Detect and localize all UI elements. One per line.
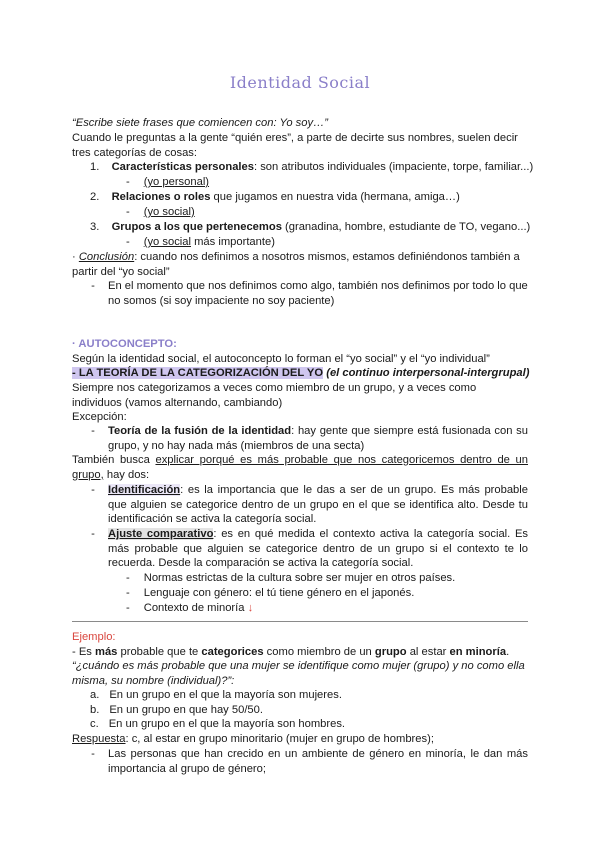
category-title: Grupos a los que pertenecemos bbox=[111, 221, 282, 233]
fusion-title: Teoría de la fusión de la identidad bbox=[108, 425, 292, 437]
example-bold: categorices bbox=[201, 646, 264, 658]
identificacion-item bbox=[108, 483, 528, 527]
autoconcepto-heading: · AUTOCONCEPTO: bbox=[72, 338, 177, 350]
down-arrow-icon: ↓ bbox=[247, 602, 254, 614]
category-text: : son atributos individuales (impaciente, torpe, familiar...) bbox=[253, 161, 534, 173]
dash-bullet: - bbox=[91, 280, 95, 292]
ajuste-item bbox=[108, 527, 528, 571]
option-b bbox=[90, 703, 263, 718]
answer-label: Respuesta bbox=[72, 733, 126, 745]
exception-label: Excepción: bbox=[72, 411, 127, 423]
ajuste-text: : es en qué medida el contexto activa la categoría social. Es más probable que alguien se categorice dentro de un grupo si el contexto te lo recuerda. Desde la comparación se activa la categoría social. bbox=[108, 528, 528, 570]
dash-bullet: - bbox=[126, 587, 130, 599]
ajuste-subitem-text: Lenguaje con género: el tú tiene género en el japonés. bbox=[143, 587, 415, 599]
explain-underlined: explicar porqué es más probable que nos categoricemos dentro de un grupo, bbox=[72, 454, 529, 481]
dash-bullet: - bbox=[91, 748, 95, 760]
explain-start: También busca bbox=[72, 454, 156, 466]
option-text: En un grupo en el que la mayoría son hombres. bbox=[108, 718, 346, 730]
category-2 bbox=[90, 190, 460, 205]
identificacion-text: : es la importancia que le das a ser de un grupo. Es más probable que alguien se categorice dentro de un grupo en el que se identifica alto. Desde tu identificación se activa la categoría social. bbox=[108, 484, 528, 526]
ajuste-subitem bbox=[126, 586, 414, 601]
option-a bbox=[90, 688, 342, 703]
category-1 bbox=[90, 160, 533, 175]
answer-line bbox=[72, 732, 434, 747]
category-title: Relaciones o roles bbox=[111, 191, 211, 203]
example-text: al estar bbox=[406, 646, 450, 658]
conclusion-text: : cuando nos definimos a nosotros mismos, estamos definiéndonos también a partir del “yo social” bbox=[72, 251, 520, 278]
option-c bbox=[90, 717, 345, 732]
dash-bullet: - bbox=[91, 425, 95, 437]
example-label: Ejemplo: bbox=[72, 631, 116, 643]
theory-heading bbox=[72, 366, 529, 381]
theory-title: - LA TEORÍA DE LA CATEGORIZACIÓN DEL YO bbox=[72, 367, 324, 379]
page-title: Identidad Social bbox=[229, 73, 371, 92]
answer-bullet: Las personas que han crecido en un ambiente de género en minoría, le dan más importancia al grupo de género; bbox=[108, 748, 528, 775]
conclusion-prefix: · bbox=[72, 251, 79, 263]
dash-bullet: - bbox=[126, 236, 130, 248]
fusion-item bbox=[108, 424, 528, 453]
theory-subtitle: (el continuo interpersonal-intergrupal) bbox=[323, 367, 530, 379]
fusion-text: : hay gente que siempre está fusionada con su grupo, y no hay nada más (miembros de una secta) bbox=[108, 425, 529, 452]
category-3-sub bbox=[126, 235, 275, 250]
option-letter: b. bbox=[90, 704, 100, 716]
intro-quote: “Escribe siete frases que comiencen con: Yo soy…” bbox=[72, 117, 328, 129]
dash-bullet: - bbox=[126, 206, 130, 218]
conclusion bbox=[72, 250, 528, 279]
explain-end: hay dos: bbox=[103, 468, 150, 481]
conclusion-bullet: En el momento que nos definimos como algo, también nos definimos por todo lo que no somos (si soy impaciente no soy paciente) bbox=[108, 280, 528, 307]
dash-bullet: - bbox=[91, 484, 95, 496]
category-number: 3. bbox=[90, 221, 100, 233]
intro-lead: Cuando le preguntas a la gente “quién eres”, a parte de decirte sus nombres, suelen decir tres categorías de cosas: bbox=[72, 132, 518, 159]
dash-bullet: - bbox=[126, 602, 130, 614]
category-sub-extra: más importante) bbox=[191, 236, 275, 248]
ajuste-subitem bbox=[126, 601, 253, 616]
example-question: “¿cuándo es más probable que una mujer se identifique como mujer (grupo) y no como ella misma, su nombre (individual)?”: bbox=[72, 660, 525, 687]
autoconcepto-line: Según la identidad social, el autoconcepto lo forman el “yo social” y el “yo individual” bbox=[72, 353, 490, 365]
category-sub: (yo social bbox=[143, 236, 191, 248]
category-number: 1. bbox=[90, 161, 100, 173]
example-bold: en minoría bbox=[449, 646, 507, 658]
explain-paragraph bbox=[72, 453, 528, 482]
ajuste-title: Ajuste comparativo bbox=[108, 528, 214, 540]
ajuste-subitem-text: Contexto de minoría bbox=[143, 602, 245, 614]
divider bbox=[72, 621, 528, 622]
example-text: - Es bbox=[72, 646, 95, 658]
category-number: 2. bbox=[90, 191, 100, 203]
dash-bullet: - bbox=[126, 572, 130, 584]
identificacion-title: Identificación bbox=[108, 484, 181, 496]
option-text: En un grupo en que hay 50/50. bbox=[109, 704, 263, 716]
conclusion-label: Conclusión bbox=[78, 251, 135, 263]
example-text: como miembro de un bbox=[263, 646, 375, 658]
category-text: (granadina, hombre, estudiante de TO, vegano...) bbox=[281, 221, 531, 233]
example-line bbox=[72, 645, 509, 660]
option-letter: a. bbox=[90, 689, 100, 701]
ajuste-subitem bbox=[126, 571, 455, 586]
category-text: que jugamos en nuestra vida (hermana, amiga…) bbox=[210, 191, 460, 203]
ajuste-subitem-text: Normas estrictas de la cultura sobre ser mujer en otros países. bbox=[143, 572, 456, 584]
example-bold: grupo bbox=[374, 646, 407, 658]
dash-bullet: - bbox=[126, 176, 130, 188]
category-3 bbox=[90, 220, 530, 235]
example-bold: más bbox=[95, 646, 118, 658]
category-sub: (yo personal) bbox=[143, 176, 210, 188]
category-sub: (yo social) bbox=[143, 206, 195, 218]
option-letter: c. bbox=[90, 718, 99, 730]
category-title: Características personales bbox=[111, 161, 254, 173]
option-text: En un grupo en el que la mayoría son mujeres. bbox=[109, 689, 342, 701]
dash-bullet: - bbox=[91, 528, 95, 540]
example-text: . bbox=[506, 646, 510, 658]
theory-text: Siempre nos categorizamos a veces como miembro de un grupo, y a veces como individuos (vamos alternando, cambiando) bbox=[72, 382, 477, 409]
category-1-sub bbox=[126, 175, 209, 190]
answer-text: : c, al estar en grupo minoritario (mujer en grupo de hombres); bbox=[125, 733, 434, 745]
example-text: probable que te bbox=[117, 646, 202, 658]
category-2-sub bbox=[126, 205, 195, 220]
